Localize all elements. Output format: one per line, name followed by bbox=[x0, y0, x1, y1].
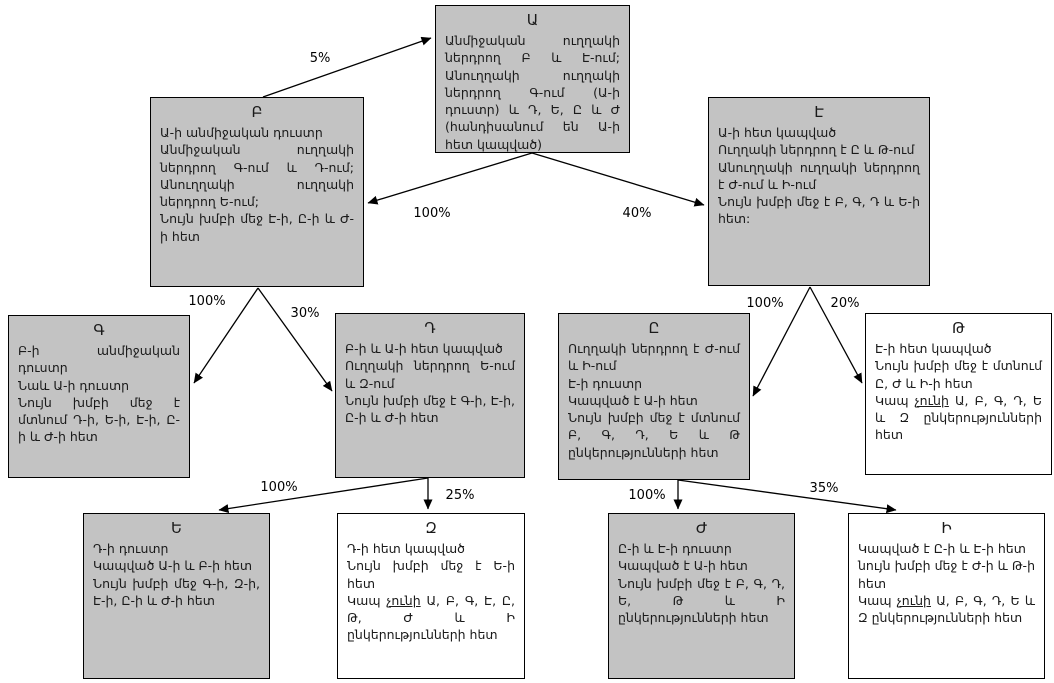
edge-ben-to-gim bbox=[188, 288, 258, 383]
edge-da-to-yech-line bbox=[219, 478, 428, 510]
node-yech-title: Ե bbox=[171, 519, 182, 537]
node-eh bbox=[708, 97, 930, 286]
node-ayb-body: Անմիջական ուղղակի ներդրող Բ և Է-ում; Անուղղակի ուղղակի ներդրող Գ-ում (Ա-ի դուստր) և Դ, Ե, Ը և Ժ (հանդիսանում են Ա-ի հետ կապված) bbox=[445, 33, 620, 152]
edge-et-to-ini-line bbox=[678, 480, 896, 510]
node-gim-body: Բ-ի անմիջական դուստր Նաև Ա-ի դուստր Նույն խմբի մեջ է մտնում Դ-ի, Ե-ի, Է-ի, Ը-ի և Ժ-ի հետ bbox=[18, 343, 180, 445]
node-yech-body: Դ-ի դուստր Կապված Ա-ի և Բ-ի հետ Նույն խմբի մեջ Գ-ի, Զ-ի, Է-ի, Ը-ի և Ժ-ի հետ bbox=[93, 541, 260, 608]
node-da-body: Բ-ի և Ա-ի հետ կապված Ուղղակի ներդրող Ե-ում և Զ-ում Նույն խմբի մեջ է Գ-ի, Է-ի, Ը-ի և Ժ-ի հետ bbox=[345, 341, 515, 425]
edge-ben-to-da-line bbox=[258, 288, 332, 391]
edge-ayb-to-ben-line bbox=[368, 153, 532, 203]
node-to-body: Է-ի հետ կապված Նույն խմբի մեջ է մտնում Ը, Ժ և Ի-ի հետ Կապ չունի Ա, Բ, Գ, Դ, Ե և Զ ընկերությունների հետ bbox=[875, 341, 1042, 443]
edge-label-eh-to: 20% bbox=[830, 296, 860, 311]
edge-eh-to-et bbox=[746, 287, 810, 396]
node-et-title: Ը bbox=[648, 319, 660, 337]
node-ayb bbox=[435, 5, 630, 153]
edge-ben-to-ayb-line bbox=[263, 38, 431, 97]
edge-label-da-yech: 100% bbox=[260, 480, 298, 495]
edge-et-to-zhe bbox=[628, 480, 678, 509]
node-ben bbox=[150, 97, 364, 287]
node-ben-body: Ա-ի անմիջական դուստր Անմիջական ուղղակի ներդրող Գ-ում և Դ-ում; Անուղղակի ուղղակի ներդրող Ե-ում; Նույն խմբի մեջ Է-ի, Ը-ի և Ժ-ի հետ bbox=[160, 125, 354, 244]
node-eh-title: Է bbox=[814, 103, 824, 121]
node-gim bbox=[8, 315, 190, 478]
edge-label-ben-ayb: 5% bbox=[309, 51, 331, 66]
node-ini-body: Կապված է Ը-ի և Է-ի հետ նույն խմբի մեջ է Ժ-ի և Թ-ի հետ Կապ չունի Ա, Բ, Գ, Դ, Ե և Զ ընկերությունների հետ bbox=[858, 541, 1035, 625]
node-ayb-title: Ա bbox=[526, 11, 539, 29]
edge-label-et-zhe: 100% bbox=[628, 488, 666, 503]
node-ini-title: Ի bbox=[941, 519, 952, 537]
node-zhe-body: Ը-ի և Է-ի դուստր Կապված է Ա-ի հետ Նույն խմբի մեջ է Բ, Գ, Դ, Ե, Թ և Ի ընկերությունների հետ bbox=[618, 541, 785, 625]
node-ben-title: Բ bbox=[251, 103, 263, 121]
node-yech bbox=[83, 513, 270, 679]
node-ini bbox=[848, 513, 1045, 679]
node-za-body: Դ-ի հետ կապված Նույն խմբի մեջ է Ե-ի հետ Կապ չունի Ա, Բ, Գ, Է, Ը, Թ, Ժ և Ի ընկերությունների հետ bbox=[347, 541, 516, 643]
edge-et-to-ini bbox=[678, 480, 896, 510]
edge-label-ben-da: 30% bbox=[290, 306, 320, 321]
node-za-title: Զ bbox=[425, 519, 437, 537]
edge-label-ben-gim: 100% bbox=[188, 294, 226, 309]
node-to bbox=[865, 313, 1052, 475]
node-da bbox=[335, 313, 525, 478]
node-gim-title: Գ bbox=[93, 321, 105, 339]
node-et bbox=[558, 313, 750, 480]
node-to-title: Թ bbox=[952, 319, 965, 337]
edge-da-to-za bbox=[428, 478, 474, 509]
edge-label-ayb-eh: 40% bbox=[622, 206, 652, 221]
node-zhe-title: Ժ bbox=[695, 519, 708, 537]
node-et-body: Ուղղակի ներդրող է Ժ-ում և Ի-ում Է-ի դուստր Կապված է Ա-ի հետ Նույն խմբի մեջ է մտնում Բ, Գ, Դ, Ե և Թ ընկերությունների հետ bbox=[568, 341, 740, 460]
edge-ben-to-da bbox=[258, 288, 332, 391]
edge-ayb-to-eh bbox=[532, 153, 704, 221]
node-zhe bbox=[608, 513, 795, 679]
edge-label-et-ini: 35% bbox=[809, 481, 839, 496]
edge-da-to-yech bbox=[219, 478, 428, 510]
node-da-title: Դ bbox=[424, 319, 436, 337]
edge-label-ayb-ben: 100% bbox=[413, 206, 451, 221]
edge-eh-to-to bbox=[810, 287, 862, 383]
edge-ayb-to-ben bbox=[368, 153, 532, 221]
edge-label-da-za: 25% bbox=[445, 488, 475, 503]
node-eh-body: Ա-ի հետ կապված Ուղղակի ներդրող է Ը և Թ-ում Անուղղակի ուղղակի ներդրող է Ժ-ում և Ի-ում Նույն խմբի մեջ է Բ, Գ, Դ և Ե-ի հետ: bbox=[718, 125, 920, 227]
edge-ben-to-ayb bbox=[263, 38, 431, 97]
node-za bbox=[337, 513, 525, 679]
edge-label-eh-et: 100% bbox=[746, 296, 784, 311]
edge-ayb-to-eh-line bbox=[532, 153, 704, 205]
